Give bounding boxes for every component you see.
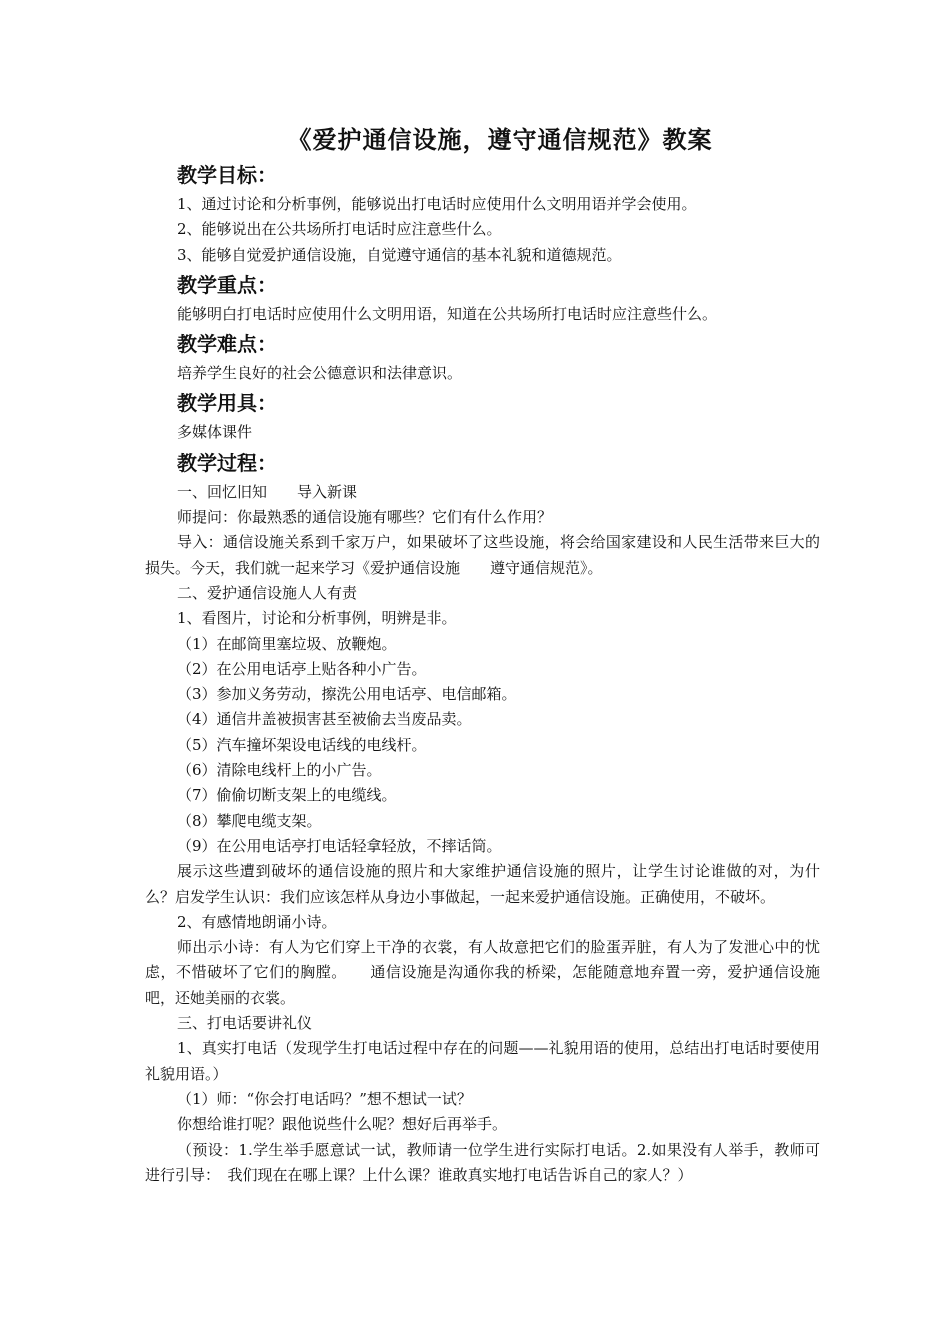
tools-text: 多媒体课件 (177, 423, 253, 442)
goal-item: 2、能够说出在公共场所打电话时应注意些什么。 (177, 220, 502, 239)
process-list-item: （5）汽车撞坏架设电话线的电线杆。 (177, 735, 427, 754)
section-heading-tools: 教学用具： (177, 391, 277, 416)
process-list-item: （6）清除电线杆上的小广告。 (177, 761, 382, 780)
section-heading-goals: 教学目标： (177, 163, 277, 187)
process-paragraph: 展示这些遭到破坏的通信设施的照片和大家维护通信设施的照片，让学生讨论谁做的对，为什么？启发学生认识：我们应该怎样从身边小事做起，一起来爱护通信设施。正确使用，不破坏。 (145, 862, 820, 906)
document-body (145, 158, 820, 1188)
section-heading-process: 教学过程： (177, 450, 277, 475)
process-paragraph: 一、回忆旧知 导入新课 (177, 482, 358, 501)
goal-item: 3、能够自觉爱护通信设施，自觉遵守通信的基本礼貌和道德规范。 (177, 245, 622, 264)
difficulties-text: 培养学生良好的社会公德意识和法律意识。 (177, 364, 463, 383)
process-list-item: （3）参加义务劳动，擦洗公用电话亭、电信邮箱。 (177, 685, 517, 704)
process-list-item: （4）通信井盖被损害甚至被偷去当废品卖。 (177, 710, 472, 729)
process-list-item: （8）攀爬电缆支架。 (177, 811, 322, 830)
section-heading-difficulties: 教学难点： (177, 332, 277, 357)
process-paragraph: 师出示小诗：有人为它们穿上干净的衣裳，有人故意把它们的脸蛋弄脏，有人为了发泄心中的忧虑，不惜破坏了它们的胸膛。 通信设施是沟通你我的桥梁，怎能随意地弃置一旁，爱护通信设施吧，还她美丽的衣裳。 (145, 938, 820, 1007)
process-paragraph: 二、爱护通信设施人人有责 (177, 583, 358, 602)
process-paragraph: （1）师：“你会打电话吗？”想不想试一试？ (177, 1089, 472, 1108)
process-list-item: （7）偷偷切断支架上的电缆线。 (177, 786, 397, 805)
process-paragraph: 你想给谁打呢？跟他说些什么呢？想好后再举手。 (177, 1115, 508, 1134)
process-paragraph: 三、打电话要讲礼仪 (177, 1014, 313, 1033)
goal-item: 1、通过讨论和分析事例，能够说出打电话时应使用什么文明用语并学会使用。 (177, 195, 697, 213)
process-list-item: （9）在公用电话亭打电话轻拿轻放，不摔话筒。 (177, 836, 502, 855)
process-paragraph: 1、看图片，讨论和分析事例，明辨是非。 (177, 609, 457, 628)
document-title: 《爱护通信设施，遵守通信规范》教案 (287, 125, 713, 154)
process-paragraph: （预设：1.学生举手愿意试一试，教师请一位学生进行实际打电话。2.如果没有人举手，教师可进行引导： 我们现在在哪上课？上什么课？谁敢真实地打电话告诉自己的家人？） (145, 1140, 820, 1184)
process-paragraph: 师提问：你最熟悉的通信设施有哪些？它们有什么作用？ (177, 508, 553, 527)
process-paragraph: 2、有感情地朗诵小诗。 (177, 912, 337, 931)
process-paragraph: 1、真实打电话（发现学生打电话过程中存在的问题——礼貌用语的使用，总结出打电话时要使用礼貌用语。） (145, 1039, 820, 1083)
key-points-text: 能够明白打电话时应使用什么文明用语，知道在公共场所打电话时应注意些什么。 (177, 304, 718, 323)
process-list-item: （1）在邮筒里塞垃圾、放鞭炮。 (177, 634, 397, 653)
process-paragraph: 导入：通信设施关系到千家万户，如果破坏了这些设施，将会给国家建设和人民生活带来巨大的损失。今天，我们就一起来学习《爱护通信设施 遵守通信规范》。 (145, 533, 820, 577)
section-heading-key-points: 教学重点： (177, 272, 277, 297)
process-list-item: （2）在公用电话亭上贴各种小广告。 (177, 659, 427, 678)
